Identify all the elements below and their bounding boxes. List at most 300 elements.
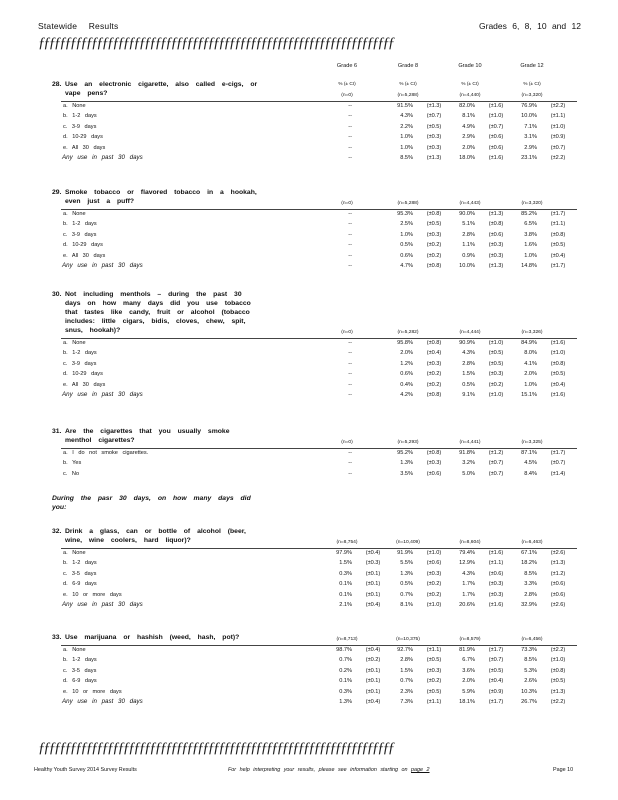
question-text: Are the cigarettes that you usually smoke [65, 428, 230, 435]
question-text: even just a puff? [65, 198, 135, 205]
percent-value: 4.2% [400, 392, 413, 398]
confidence-interval: (±1.3) [550, 688, 566, 695]
question-text: snus, hookah)? [65, 327, 121, 334]
confidence-interval: (±1.0) [550, 350, 566, 357]
confidence-interval: (±0.2) [426, 252, 442, 259]
percent-value: 1.6% [524, 242, 537, 249]
confidence-interval: (±1.1) [426, 699, 442, 705]
response-label: c. 3-5 days [63, 570, 97, 577]
percent-value: 8.5% [524, 570, 537, 577]
sample-size: (n=10,409) [396, 540, 420, 545]
percent-value: 1.5% [400, 667, 413, 674]
percent-value: 2.3% [400, 688, 413, 695]
percent-value: 0.6% [400, 252, 413, 259]
question-title [52, 427, 282, 445]
confidence-interval: (±0.4) [365, 550, 381, 556]
confidence-interval: (±0.4) [488, 678, 504, 685]
confidence-interval: (±0.3) [426, 667, 442, 674]
percent-value: 2.8% [524, 591, 537, 598]
footer-page-number: Page 10 [553, 767, 574, 773]
percent-value: 90.0% [459, 211, 475, 217]
confidence-interval: (±0.3) [488, 591, 504, 598]
confidence-interval: (±0.5) [426, 221, 442, 228]
percent-value: 0.5% [400, 581, 413, 588]
percent-value: 5.0% [462, 470, 475, 477]
response-row [61, 591, 581, 600]
sample-size: (n=3,326) [521, 330, 543, 335]
percent-value: -- [348, 242, 352, 249]
question-title [52, 188, 282, 206]
confidence-interval: (±0.2) [426, 381, 442, 388]
confidence-interval: (±0.1) [365, 570, 381, 577]
percent-value: 0.2% [339, 667, 352, 674]
response-label: e. 10 or more days [63, 591, 122, 598]
percent-value: 3.2% [462, 460, 475, 467]
confidence-interval: (±0.3) [488, 252, 504, 259]
question-text-line [52, 197, 282, 206]
response-row [61, 112, 581, 121]
confidence-interval: (±0.1) [365, 581, 381, 588]
percent-value: 18.0% [459, 155, 475, 161]
confidence-interval: (±1.6) [488, 602, 504, 608]
confidence-interval: (±0.8) [426, 340, 442, 346]
sample-size: (n=0) [341, 330, 353, 335]
percent-value: -- [348, 371, 352, 378]
percent-value: 0.7% [400, 591, 413, 598]
percent-value: -- [348, 450, 352, 456]
confidence-interval: (±0.5) [550, 242, 566, 249]
question-text-line [52, 633, 282, 642]
response-label: a. I do not smoke cigarettes. [63, 450, 149, 456]
question-text-line [52, 527, 282, 536]
percent-value: 2.8% [400, 657, 413, 664]
response-label: d. 6-9 days [63, 678, 97, 685]
sample-size: (n=4,440) [459, 93, 481, 98]
percent-value: 2.1% [339, 602, 352, 608]
confidence-interval: (±1.7) [550, 263, 566, 269]
confidence-interval: (±1.7) [488, 647, 504, 653]
percent-value: -- [348, 134, 352, 141]
confidence-interval: (±1.0) [488, 340, 504, 346]
percent-value: 1.7% [462, 581, 475, 588]
percent-value: 5.9% [462, 688, 475, 695]
confidence-interval: (±0.8) [488, 221, 504, 228]
percent-value: 84.9% [521, 340, 537, 346]
percent-value: 10.3% [521, 688, 537, 695]
question-number: 31. [52, 428, 62, 435]
column-subheader: % (± CI) [461, 82, 479, 87]
question-text-line [52, 308, 282, 317]
percent-value: 7.1% [524, 123, 537, 130]
confidence-interval: (±1.0) [550, 123, 566, 130]
confidence-interval: (±0.2) [426, 581, 442, 588]
sample-size: (n=5,282) [397, 330, 419, 335]
confidence-interval: (±2.6) [550, 550, 566, 556]
percent-value: -- [348, 360, 352, 367]
question-number: 30. [52, 291, 62, 298]
percent-value: 0.9% [462, 252, 475, 259]
question-text: Not including menthols – during the past 30 [65, 291, 242, 298]
percent-value: 2.8% [462, 231, 475, 238]
sample-size: (n=0) [341, 93, 353, 98]
any-use-row [61, 698, 581, 707]
percent-value: 82.0% [459, 103, 475, 109]
percent-value: -- [348, 144, 352, 151]
percent-value: 4.1% [524, 360, 537, 367]
percent-value: 6.5% [524, 221, 537, 228]
confidence-interval: (±0.7) [426, 113, 442, 120]
response-label: a. None [63, 211, 86, 217]
percent-value: -- [348, 381, 352, 388]
percent-value: 0.5% [400, 242, 413, 249]
confidence-interval: (±0.7) [488, 657, 504, 664]
confidence-interval: (±0.1) [365, 688, 381, 695]
response-row [61, 220, 581, 229]
percent-value: 91.5% [397, 103, 413, 109]
confidence-interval: (±1.0) [550, 657, 566, 664]
confidence-interval: (±2.2) [550, 647, 566, 653]
confidence-interval: (±1.6) [550, 340, 566, 346]
percent-value: 4.3% [400, 113, 413, 120]
response-label: a. None [63, 103, 86, 109]
percent-value: -- [348, 113, 352, 120]
response-label: d. 10-29 days [63, 134, 103, 141]
percent-value: 0.1% [339, 581, 352, 588]
confidence-interval: (±0.5) [488, 360, 504, 367]
confidence-interval: (±1.4) [550, 470, 566, 477]
confidence-interval: (±0.7) [488, 460, 504, 467]
confidence-interval: (±1.3) [550, 560, 566, 567]
response-row [61, 133, 581, 142]
percent-value: 7.3% [400, 699, 413, 705]
confidence-interval: (±2.2) [550, 103, 566, 109]
confidence-interval: (±0.1) [365, 591, 381, 598]
question-text: Use an electronic cigarette, also called e-cigs, or [65, 81, 258, 88]
section-note [52, 494, 282, 512]
response-label: b. 1-2 days [63, 221, 97, 228]
confidence-interval: (±0.2) [426, 678, 442, 685]
percent-value: 2.8% [462, 360, 475, 367]
percent-value: 18.2% [521, 560, 537, 567]
percent-value: -- [348, 221, 352, 228]
confidence-interval: (±0.3) [426, 360, 442, 367]
percent-value: 4.7% [400, 263, 413, 269]
response-row [61, 646, 581, 655]
percent-value: 90.9% [459, 340, 475, 346]
percent-value: 2.0% [400, 350, 413, 357]
response-label: c. No [63, 470, 80, 477]
confidence-interval: (±0.5) [488, 350, 504, 357]
response-row [61, 656, 581, 665]
question-text: vape pens? [65, 90, 108, 97]
footer-divider: ƒƒƒƒƒƒƒƒƒƒƒƒƒƒƒƒƒƒƒƒƒƒƒƒƒƒƒƒƒƒƒƒƒƒƒƒƒƒƒƒƒƒƒƒƒƒƒƒƒƒƒƒƒƒƒƒƒƒƒƒƒƒƒƒƒƒƒ [38, 740, 394, 756]
percent-value: 1.0% [524, 381, 537, 388]
column-subheader: % (± CI) [399, 82, 417, 87]
response-label: a. None [63, 647, 86, 653]
confidence-interval: (±2.6) [550, 602, 566, 608]
footer-help-text [228, 767, 430, 773]
percent-value: 87.1% [521, 450, 537, 456]
percent-value: 5.1% [462, 221, 475, 228]
percent-value: 4.3% [462, 570, 475, 577]
percent-value: 4.3% [462, 350, 475, 357]
percent-value: 79.4% [459, 550, 475, 556]
any-use-row [61, 154, 581, 163]
column-subheader: % (± CI) [338, 82, 356, 87]
question-text: Smoke tobacco or flavored tobacco in a hookah, [65, 189, 257, 196]
percent-value: 0.3% [339, 570, 352, 577]
response-label: Any use in past 30 days [62, 698, 143, 705]
percent-value: 1.0% [400, 231, 413, 238]
response-label: e. All 30 days [63, 144, 106, 151]
question-text-line [52, 89, 282, 98]
percent-value: 2.0% [462, 144, 475, 151]
percent-value: -- [348, 340, 352, 346]
percent-value: 8.1% [400, 602, 413, 608]
question-text: wine, wine coolers, hard liquor)? [65, 537, 191, 544]
confidence-interval: (±0.3) [426, 144, 442, 151]
percent-value: 8.5% [400, 155, 413, 161]
percent-value: 9.1% [462, 392, 475, 398]
percent-value: 1.3% [339, 699, 352, 705]
sample-size: (n=5,288) [397, 93, 419, 98]
percent-value: 15.1% [521, 392, 537, 398]
question-text: menthol cigarettes? [65, 437, 135, 444]
question-number: 29. [52, 189, 62, 196]
confidence-interval: (±1.2) [550, 570, 566, 577]
percent-value: 95.3% [397, 211, 413, 217]
percent-value: 4.5% [524, 460, 537, 467]
question-text: Drink a glass, can or bottle of alcohol (beer, [65, 528, 246, 535]
percent-value: 18.1% [459, 699, 475, 705]
response-label: b. 1-2 days [63, 560, 97, 567]
confidence-interval: (±0.6) [426, 560, 442, 567]
confidence-interval: (±0.7) [550, 144, 566, 151]
percent-value: 3.5% [400, 470, 413, 477]
confidence-interval: (±0.7) [550, 460, 566, 467]
confidence-interval: (±1.1) [488, 560, 504, 567]
response-row [61, 688, 581, 697]
sample-size: (n=0) [341, 201, 353, 206]
confidence-interval: (±0.3) [426, 570, 442, 577]
confidence-interval: (±1.7) [488, 699, 504, 705]
question-text: includes: little cigars, bidis, cloves, chew, spit, [65, 318, 246, 325]
percent-value: 1.2% [400, 360, 413, 367]
confidence-interval: (±1.0) [426, 602, 442, 608]
sample-size: (n=3,320) [521, 93, 543, 98]
response-row [61, 381, 581, 390]
percent-value: -- [348, 103, 352, 109]
confidence-interval: (±0.2) [488, 381, 504, 388]
percent-value: 32.9% [521, 602, 537, 608]
percent-value: 1.5% [462, 371, 475, 378]
percent-value: 85.2% [521, 211, 537, 217]
percent-value: -- [348, 155, 352, 161]
confidence-interval: (±0.6) [488, 570, 504, 577]
confidence-interval: (±0.3) [488, 581, 504, 588]
confidence-interval: (±0.3) [488, 242, 504, 249]
column-header-grade6: Grade 6 [336, 63, 358, 69]
confidence-interval: (±0.8) [550, 360, 566, 367]
confidence-interval: (±1.3) [426, 155, 442, 161]
percent-value: 0.6% [400, 371, 413, 378]
question-text-line [52, 326, 282, 335]
sample-size: (n=6,463) [521, 540, 543, 545]
percent-value: 5.5% [400, 560, 413, 567]
response-label: d. 10-29 days [63, 242, 103, 249]
confidence-interval: (±0.3) [426, 231, 442, 238]
percent-value: 2.9% [462, 134, 475, 141]
confidence-interval: (±0.5) [426, 657, 442, 664]
confidence-interval: (±0.6) [488, 134, 504, 141]
any-use-row [61, 391, 581, 400]
question-text-line [52, 536, 282, 545]
response-label: e. All 30 days [63, 381, 106, 388]
response-label: c. 3-5 days [63, 667, 97, 674]
column-header-grade10: Grade 10 [458, 63, 482, 69]
sample-size: (n=5,288) [397, 201, 419, 206]
confidence-interval: (±1.6) [488, 550, 504, 556]
question-text-line [52, 299, 282, 308]
percent-value: 1.0% [400, 134, 413, 141]
percent-value: 92.7% [397, 647, 413, 653]
question-text-line [52, 436, 282, 445]
question-number: 32. [52, 528, 62, 535]
confidence-interval: (±0.8) [426, 263, 442, 269]
response-label: b. 1-2 days [63, 350, 97, 357]
percent-value: 2.9% [524, 144, 537, 151]
confidence-interval: (±0.4) [426, 350, 442, 357]
question-text-line [52, 317, 282, 326]
response-label: b. Yes [63, 460, 82, 467]
percent-value: 73.3% [521, 647, 537, 653]
response-row [61, 349, 581, 358]
response-label: b. 1-2 days [63, 113, 97, 120]
percent-value: 0.7% [400, 678, 413, 685]
percent-value: 20.6% [459, 602, 475, 608]
percent-value: 1.7% [462, 591, 475, 598]
footer-page-link[interactable]: page 2 [411, 767, 430, 773]
confidence-interval: (±0.8) [550, 231, 566, 238]
percent-value: -- [348, 263, 352, 269]
confidence-interval: (±0.7) [488, 123, 504, 130]
percent-value: 95.2% [397, 450, 413, 456]
question-number: 28. [52, 81, 62, 88]
confidence-interval: (±1.2) [488, 450, 504, 456]
response-row [61, 252, 581, 261]
response-label: e. All 30 days [63, 252, 106, 259]
response-label: a. None [63, 340, 86, 346]
confidence-interval: (±1.1) [550, 221, 566, 228]
response-label: Any use in past 30 days [62, 262, 143, 269]
response-label: e. 10 or more days [63, 688, 122, 695]
sample-size: (n=8,754) [336, 540, 358, 545]
percent-value: 12.9% [459, 560, 475, 567]
confidence-interval: (±0.5) [426, 688, 442, 695]
response-label: c. 3-9 days [63, 231, 97, 238]
response-label: c. 3-9 days [63, 123, 97, 130]
percent-value: 23.1% [521, 155, 537, 161]
confidence-interval: (±0.4) [365, 699, 381, 705]
percent-value: 8.1% [462, 113, 475, 120]
response-row [61, 241, 581, 250]
confidence-interval: (±1.0) [488, 392, 504, 398]
confidence-interval: (±1.1) [550, 113, 566, 120]
percent-value: 3.8% [524, 231, 537, 238]
confidence-interval: (±2.2) [550, 155, 566, 161]
confidence-interval: (±0.4) [365, 647, 381, 653]
confidence-interval: (±0.1) [365, 678, 381, 685]
confidence-interval: (±0.3) [488, 371, 504, 378]
sample-size: (n=5,293) [397, 440, 419, 445]
percent-value: 5.3% [524, 667, 537, 674]
confidence-interval: (±0.6) [426, 470, 442, 477]
percent-value: 6.7% [462, 657, 475, 664]
percent-value: 2.5% [400, 221, 413, 228]
sample-size: (n=4,443) [459, 201, 481, 206]
response-row [61, 231, 581, 240]
question-text-line [52, 80, 282, 89]
percent-value: 81.9% [459, 647, 475, 653]
confidence-interval: (±1.6) [488, 155, 504, 161]
column-header-grade8: Grade 8 [397, 63, 419, 69]
percent-value: 1.3% [400, 570, 413, 577]
percent-value: 10.0% [459, 263, 475, 269]
percent-value: 98.7% [336, 647, 352, 653]
column-header-grade12: Grade 12 [520, 63, 544, 69]
question-title [52, 527, 282, 545]
percent-value: -- [348, 211, 352, 217]
question-text: that tastes like candy, fruit or alcohol (tobacco [65, 309, 250, 316]
confidence-interval: (±0.1) [365, 667, 381, 674]
sample-size: (n=8,713) [336, 637, 358, 642]
percent-value: -- [348, 460, 352, 467]
percent-value: 0.7% [339, 657, 352, 664]
confidence-interval: (±0.7) [488, 470, 504, 477]
response-row [61, 667, 581, 676]
question-text: days on how many days did you use tobacco [65, 300, 251, 307]
confidence-interval: (±0.3) [365, 560, 381, 567]
question-title [52, 633, 282, 642]
confidence-interval: (±0.6) [550, 581, 566, 588]
footer-left: Healthy Youth Survey 2014 Survey Results [34, 767, 137, 773]
question-text: Use marijuana or hashish (weed, hash, pot)? [65, 634, 240, 641]
confidence-interval: (±1.6) [488, 103, 504, 109]
percent-value: 8.0% [524, 350, 537, 357]
percent-value: 2.6% [524, 678, 537, 685]
confidence-interval: (±0.4) [550, 252, 566, 259]
response-row [61, 123, 581, 132]
confidence-interval: (±0.5) [488, 667, 504, 674]
sample-size: (n=0) [341, 440, 353, 445]
confidence-interval: (±1.3) [488, 211, 504, 217]
response-row [61, 449, 581, 458]
confidence-interval: (±0.6) [488, 144, 504, 151]
response-label: Any use in past 30 days [62, 154, 143, 161]
confidence-interval: (±0.3) [426, 460, 442, 467]
any-use-row [61, 601, 581, 610]
confidence-interval: (±1.0) [488, 113, 504, 120]
percent-value: -- [348, 231, 352, 238]
percent-value: 0.1% [339, 678, 352, 685]
response-row [61, 459, 581, 468]
response-row [61, 370, 581, 379]
footer-help-prefix: For help interpreting your results, please see information starting on [228, 767, 412, 773]
question-title [52, 80, 282, 98]
response-label: d. 10-29 days [63, 371, 103, 378]
confidence-interval: (±1.3) [488, 263, 504, 269]
any-use-row [61, 262, 581, 271]
